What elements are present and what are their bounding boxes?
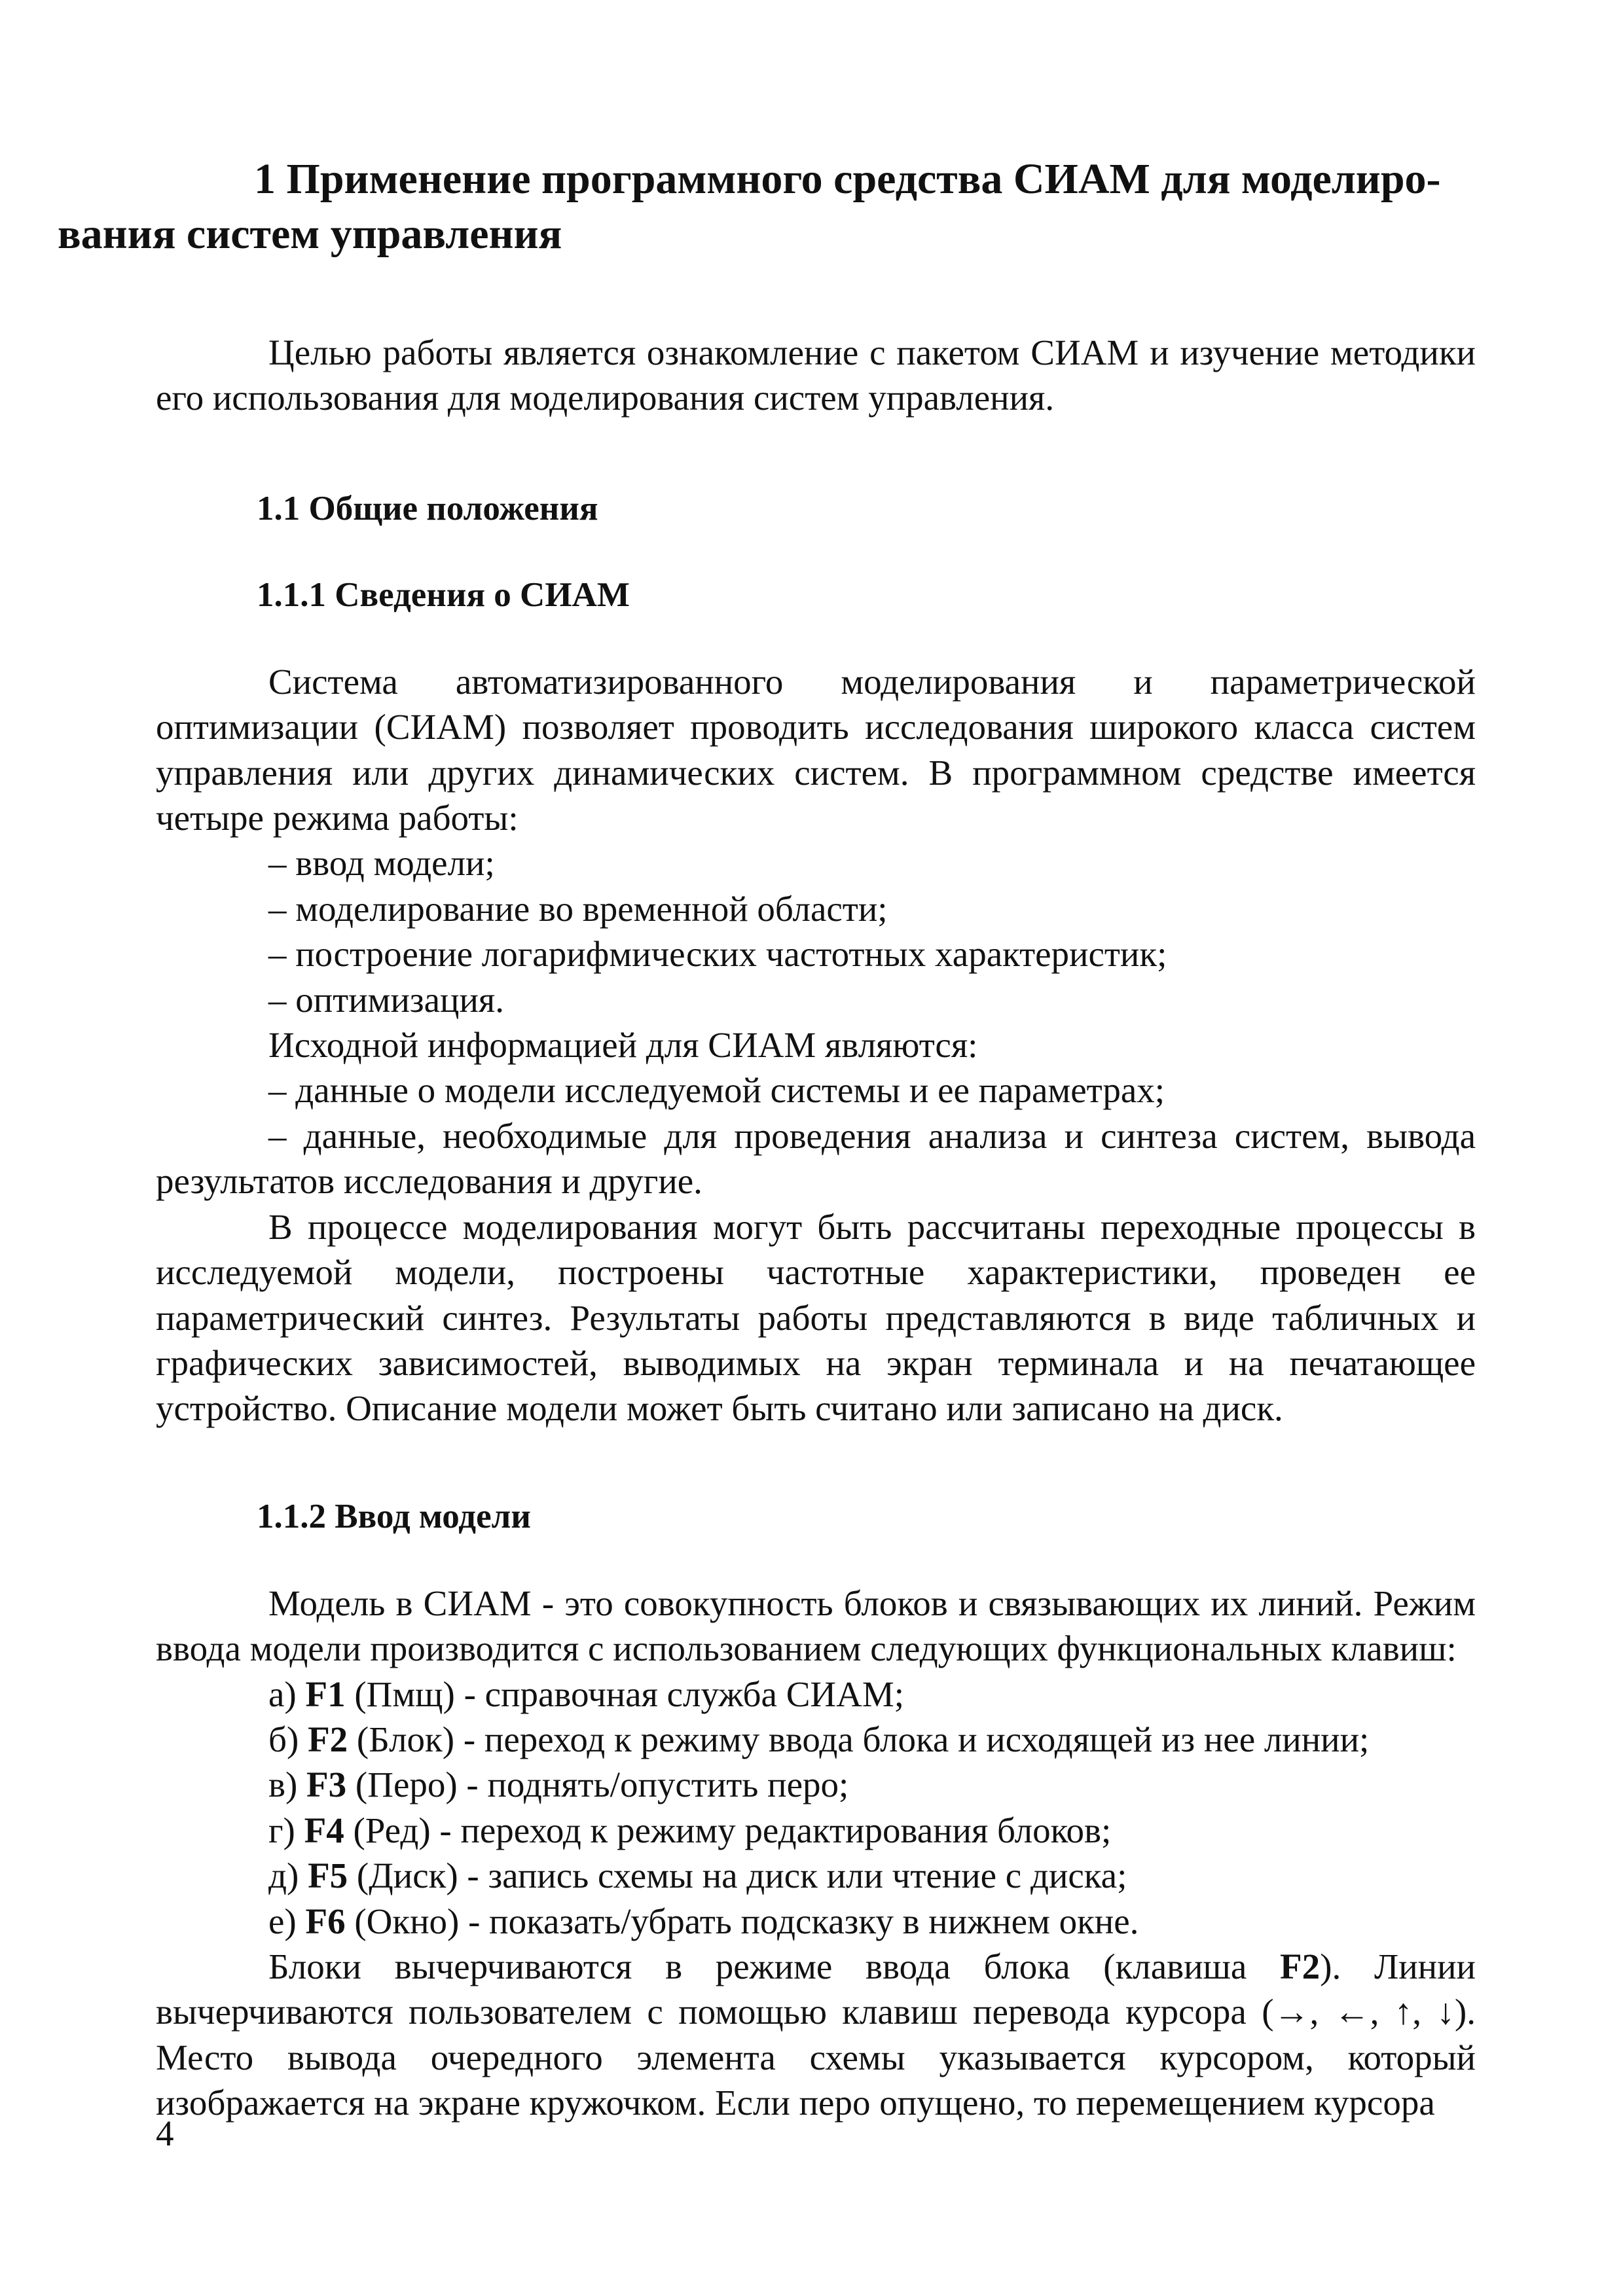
- model-paragraph: Модель в СИАМ - это совокупность блоков и связывающих их линий. Режим ввода модели производится с использованием следующих функциональных клавиш:: [156, 1583, 1476, 1669]
- chapter-title-line2: вания систем управления: [58, 210, 562, 258]
- mode-item: – оптимизация.: [268, 979, 504, 1020]
- key-item: [268, 1672, 1476, 1717]
- intro-paragraph: Целью работы является ознакомление с пакетом СИАМ и изучение методики его использования для моделирования систем управления.: [156, 332, 1476, 418]
- page-content: [58, 152, 1476, 2126]
- blocks-paragraph-text-b: ). Линии вычерчиваются пользователем с помощью клавиш перевода курсора (→, ←, ↑, ↓). Место вывода очередного элемента схемы указывается курсором, который изображается на экране кружочком. Если перо опущено, то перемещением курсора: [156, 1946, 1476, 2123]
- chapter-title: [58, 152, 1476, 262]
- mode-item: – моделирование во временной области;: [268, 888, 888, 929]
- key-item: [268, 1899, 1476, 1944]
- blocks-paragraph-key: F2: [1280, 1946, 1321, 1986]
- key-description: (Блок) - переход к режиму ввода блока и исходящей из нее линии;: [348, 1719, 1370, 1759]
- key-item: [268, 1853, 1476, 1898]
- section-1-1-2-heading: 1.1.2 Ввод модели: [257, 1497, 531, 1535]
- key-name: F3: [306, 1765, 347, 1805]
- key-item: [268, 1762, 1476, 1807]
- key-name: F2: [308, 1719, 348, 1759]
- key-prefix: а): [268, 1674, 306, 1714]
- input-info-item: – данные о модели исследуемой системы и ее параметрах;: [268, 1070, 1165, 1111]
- key-prefix: д): [268, 1856, 308, 1896]
- page-number: 4: [156, 2113, 174, 2153]
- key-name: F6: [305, 1901, 346, 1941]
- key-description: (Перо) - поднять/опустить перо;: [346, 1765, 849, 1805]
- key-description: (Пмщ) - справочная служба СИАМ;: [345, 1674, 905, 1714]
- key-prefix: г): [268, 1810, 304, 1850]
- section-1-1-heading: 1.1 Общие положения: [257, 489, 598, 528]
- key-description: (Окно) - показать/убрать подсказку в нижнем окне.: [345, 1901, 1139, 1941]
- mode-item: – ввод модели;: [268, 843, 495, 884]
- key-name: F5: [308, 1856, 348, 1896]
- mode-item: – построение логарифмических частотных характеристик;: [268, 934, 1167, 975]
- key-item: [268, 1808, 1476, 1853]
- key-prefix: в): [268, 1765, 307, 1805]
- key-prefix: е): [268, 1901, 306, 1941]
- chapter-title-line1: 1 Применение программного средства СИАМ для моделиро-: [254, 155, 1441, 203]
- key-description: (Ред) - переход к режиму редактирования блоков;: [344, 1810, 1112, 1850]
- blocks-paragraph-text-a: Блоки вычерчиваются в режиме ввода блока (клавиша: [268, 1946, 1281, 1986]
- key-name: F1: [305, 1674, 346, 1714]
- key-prefix: б): [268, 1719, 308, 1759]
- input-info-intro: Исходной информацией для СИАМ являются:: [268, 1025, 978, 1066]
- blocks-paragraph: [156, 1944, 1476, 2126]
- process-paragraph: В процессе моделирования могут быть рассчитаны переходные процессы в исследуемой модели, построены частотные характеристики, проведен ее параметрический синтез. Результаты работы представляются в виде табличных и графических зависимостей, выводимых на экран терминала и на печатающее устройство. Описание модели может быть считано или записано на диск.: [156, 1206, 1476, 1429]
- siam-paragraph: Система автоматизированного моделирования и параметрической оптимизации (СИАМ) позволяет проводить исследования широкого класса систем управления или других динамических систем. В программном средстве имеется четыре режима работы:: [156, 661, 1476, 838]
- key-name: F4: [304, 1810, 344, 1850]
- key-description: (Диск) - запись схемы на диск или чтение с диска;: [348, 1856, 1127, 1896]
- key-item: [268, 1717, 1476, 1762]
- input-info-item: – данные, необходимые для проведения анализа и синтеза систем, вывода результатов исследования и другие.: [156, 1115, 1476, 1202]
- section-1-1-1-heading: 1.1.1 Сведения о СИАМ: [257, 575, 630, 614]
